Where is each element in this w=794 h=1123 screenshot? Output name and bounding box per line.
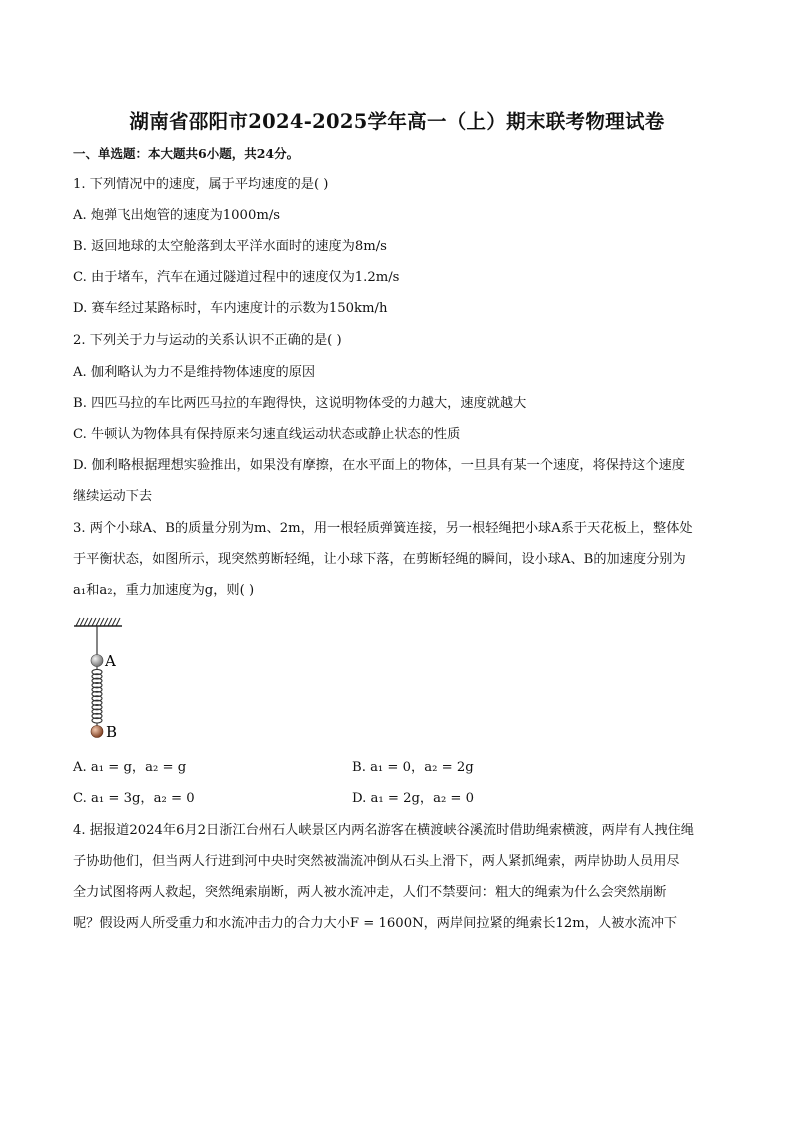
q1-option-c: C. 由于堵车，汽车在通过隧道过程中的速度仅为1.2m/s [73,270,400,285]
q4-stem-line-1: 4. 据报道2024年6月2日浙江台州石人峡景区内两名游客在横渡峡谷溪流时借助绳索横渡，两岸有人拽住绳 [73,823,694,838]
q3-option-a: A. a₁ = g，a₂ = g [73,760,187,775]
q3-stem-line-2: 于平衡状态，如图所示，现突然剪断轻绳，让小球下落，在剪断轻绳的瞬间，设小球A、B的加速度分别为 [73,552,686,567]
exam-title: 湖南省邵阳市2024-2025学年高一（上）期末联考物理试卷 [129,110,665,133]
q2-option-d-continued: 继续运动下去 [73,489,153,504]
q1-option-a: A. 炮弹飞出炮管的速度为1000m/s [73,208,281,223]
q1-stem: 1. 下列情况中的速度，属于平均速度的是( ) [73,177,329,192]
q4-stem-line-4: 呢？假设两人所受重力和水流冲击力的合力大小F = 1600N，两岸间拉紧的绳索长12m，人被水流冲下 [73,916,678,931]
spring-diagram [66,612,136,747]
spring [92,666,102,726]
ball-a-label: A [105,652,116,670]
ceiling-hatch [76,618,120,626]
ball-a [91,655,103,667]
q2-stem: 2. 下列关于力与运动的关系认识不正确的是( ) [73,333,342,348]
q2-option-b: B. 四匹马拉的车比两匹马拉的车跑得快，这说明物体受的力越大，速度就越大 [73,396,527,411]
q2-option-d: D. 伽利略根据理想实验推出，如果没有摩擦，在水平面上的物体，一旦具有某一个速度，将保持这个速度 [73,458,685,473]
q4-stem-line-3: 全力试图将两人救起，突然绳索崩断，两人被水流冲走，人们不禁要问：粗大的绳索为什么会突然崩断 [73,885,667,900]
q2-option-c: C. 牛顿认为物体具有保持原来匀速直线运动状态或静止状态的性质 [73,427,461,442]
q3-stem-line-1: 3. 两个小球A、B的质量分别为m、2m，用一根轻质弹簧连接，另一根轻绳把小球A系于天花板上，整体处 [73,521,693,536]
ball-b [91,726,103,738]
q3-option-c: C. a₁ = 3g，a₂ = 0 [73,791,195,806]
q4-stem-line-2: 子协助他们，但当两人行进到河中央时突然被湍流冲倒从石头上滑下，两人紧抓绳索，两岸协助人员用尽 [73,854,680,869]
q1-option-d: D. 赛车经过某路标时，车内速度计的示数为150km/h [73,301,388,316]
section-heading: 一、单选题：本大题共6小题，共24分。 [73,146,300,161]
q3-option-d: D. a₁ = 2g，a₂ = 0 [352,791,475,806]
ball-b-label: B [106,723,118,741]
q3-stem-line-3: a₁和a₂，重力加速度为g，则( ) [73,583,255,598]
q3-option-b: B. a₁ = 0，a₂ = 2g [352,760,474,775]
q2-option-a: A. 伽利略认为力不是维持物体速度的原因 [73,365,316,380]
q1-option-b: B. 返回地球的太空舱落到太平洋水面时的速度为8m/s [73,239,387,254]
